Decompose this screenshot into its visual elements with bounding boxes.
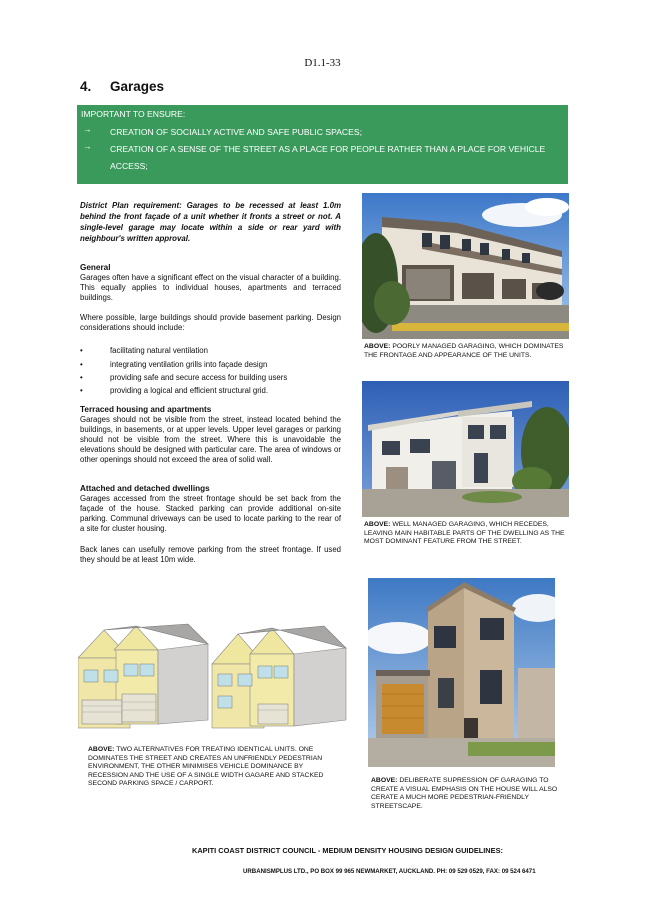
district-plan-requirement: District Plan requirement: Garages to be recessed at least 1.0m behind the front façade of a unit whether it fronts a street or not. A single-level garage may locate within a side or rear yard with neighbour's written approval. xyxy=(80,201,341,243)
terraced-heading: Terraced housing and apartments xyxy=(80,405,212,414)
section-number: 4. xyxy=(80,79,92,94)
important-banner xyxy=(77,105,568,184)
general-paragraph: Where possible, large buildings should provide basement parking. Design considerations should include: xyxy=(80,313,341,333)
general-paragraph: Garages often have a significant effect on the visual character of a building. This equally applies to individual houses, apartments and terraced buildings. xyxy=(80,273,341,303)
photo-suppressed-garage xyxy=(368,578,555,767)
attached-paragraph: Garages accessed from the street frontage should be set back from the façade of the house. Stacked parking can provide additional on-site parking. Communal driveways can be used to locate parking to the rear of a site for cluster housing. xyxy=(80,494,341,534)
section-title: Garages xyxy=(110,79,165,94)
banner-item-text: CREATION OF A SENSE OF THE STREET AS A PLACE FOR PEOPLE RATHER THAN A PLACE FOR VEHICLE ACCESS; xyxy=(110,144,546,171)
arrow-icon: → xyxy=(83,141,92,151)
photo-terraced-garages xyxy=(362,193,569,339)
bullet-icon: • xyxy=(80,386,83,395)
list-item: • providing a logical and efficient structural grid. xyxy=(80,386,269,395)
attached-paragraph: Back lanes can usefully remove parking from the street frontage. If used they should be at least 10m wide. xyxy=(80,545,341,565)
caption: ABOVE: POORLY MANAGED GARAGING, WHICH DOMINATES THE FRONTAGE AND APPEARANCE OF THE UNITS. xyxy=(364,343,564,359)
banner-item-text: CREATION OF SOCIALLY ACTIVE AND SAFE PUBLIC SPACES; xyxy=(110,127,362,137)
page-number: D1.1-33 xyxy=(304,57,341,69)
footer-title: KAPITI COAST DISTRICT COUNCIL - MEDIUM DENSITY HOUSING DESIGN GUIDELINES: xyxy=(192,846,503,855)
list-item: • integrating ventilation grills into façade design xyxy=(80,360,268,369)
section-heading xyxy=(80,79,164,94)
list-item: • providing safe and secure access for building users xyxy=(80,373,288,382)
photo-recessed-garages xyxy=(362,381,569,517)
general-heading: General xyxy=(80,263,111,272)
bullet-icon: • xyxy=(80,360,83,369)
arrow-icon: → xyxy=(83,124,92,134)
caption: ABOVE: WELL MANAGED GARAGING, WHICH RECEDES, LEAVING MAIN HABITABLE PARTS OF THE DWELLING AS THE MOST DOMINANT FEATURE FROM THE STREET. xyxy=(364,521,565,546)
banner-title: IMPORTANT TO ENSURE: xyxy=(81,109,186,119)
bullet-icon: • xyxy=(80,346,83,355)
caption: ABOVE: DELIBERATE SUPRESSION OF GARAGING TO CREATE A VISUAL EMPHASIS ON THE HOUSE WILL ALSO CERATE A MUCH MORE PEDESTRIAN-FRIENDLY STREETSCAPE. xyxy=(371,777,558,810)
caption: ABOVE: TWO ALTERNATIVES FOR TREATING IDENTICAL UNITS. ONE DOMINATES THE STREET AND CREATES AN UNFRIENDLY PEDESTRIAN ENVIRONMENT, THE OTHER MINIMISES VEHICLE DOMINANCE BY RECESSION AND THE USE OF A SINGLE WIDTH GAGARE AND STACKED SECOND PARKING SPACE / CARPORT. xyxy=(88,746,324,788)
footer-contact: URBANISMPLUS LTD., PO BOX 99 965 NEWMARKET, AUCKLAND. PH: 09 529 0529, FAX: 09 524 6471 xyxy=(243,868,536,875)
sketch-two-alternatives xyxy=(78,620,350,736)
attached-heading: Attached and detached dwellings xyxy=(80,484,210,493)
list-item: • facilitating natural ventilation xyxy=(80,346,208,355)
bullet-icon: • xyxy=(80,373,83,382)
terraced-paragraph: Garages should not be visible from the street, instead located behind the buildings, in basements, or at upper levels. Upper level garages or parking should not be visible from the street. Where this is unavoidable the elevations should be designed with particular care. The area of windows or other openings should not exceed the area of solid wall. xyxy=(80,415,341,465)
